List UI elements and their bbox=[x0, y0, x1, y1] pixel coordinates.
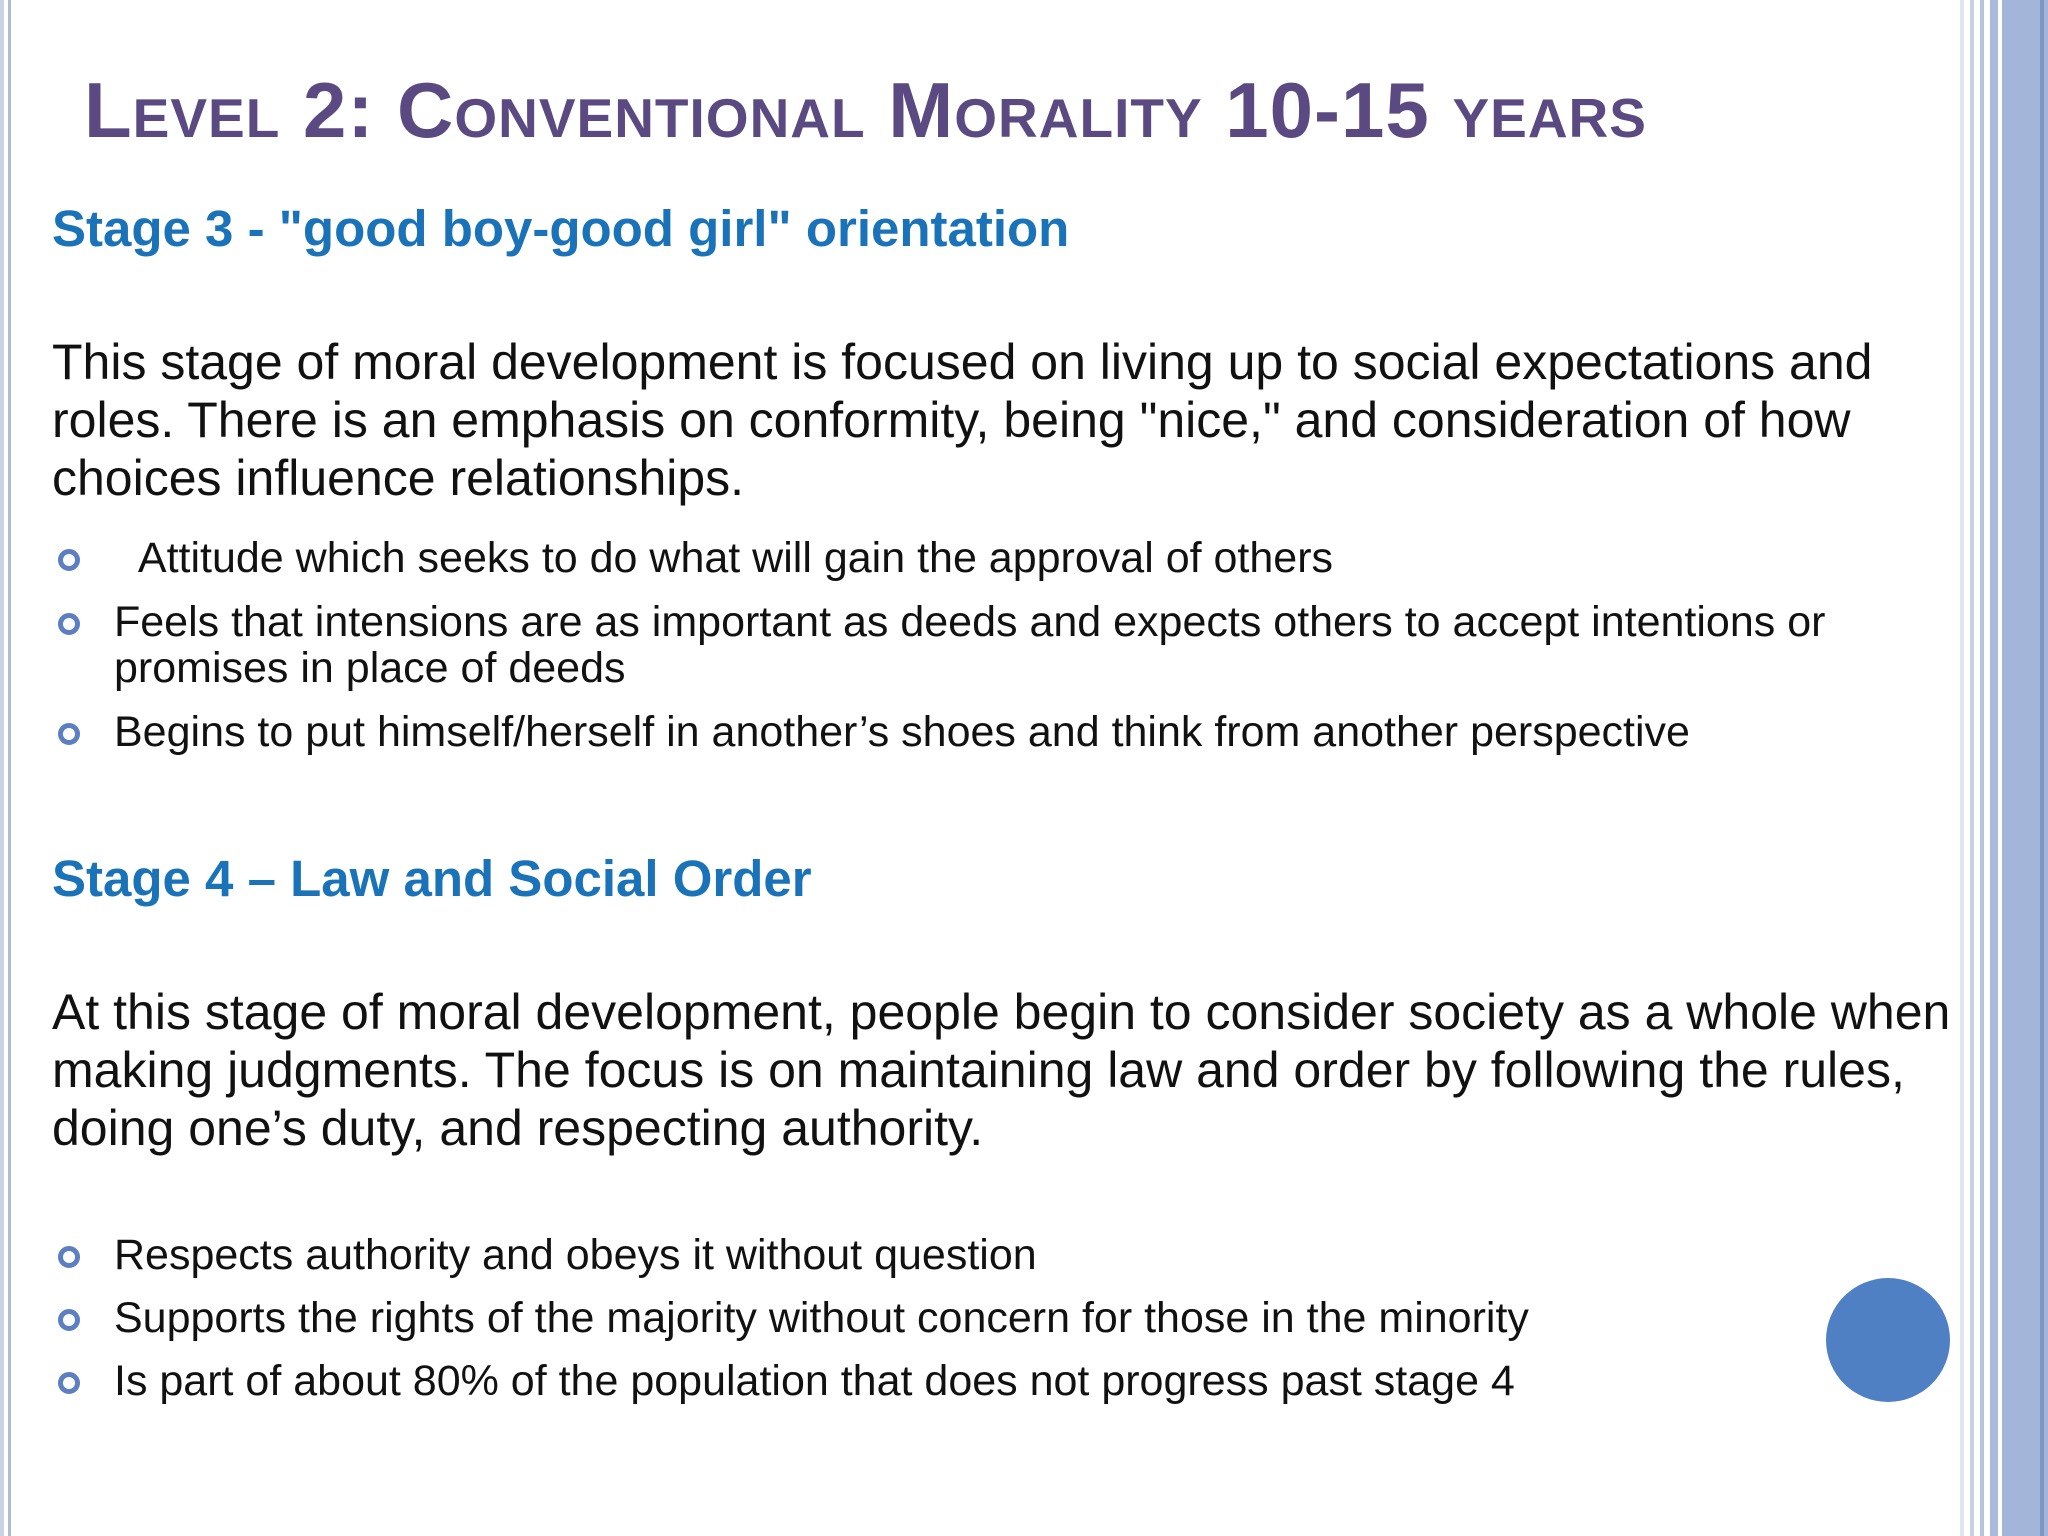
list-item-text: Begins to put himself/herself in another’s shoes and think from another perspective bbox=[114, 708, 1690, 756]
list-item bbox=[52, 535, 1914, 581]
circle-bullet-icon bbox=[58, 1246, 80, 1268]
stage-3-paragraph: This stage of moral development is focused on living up to social expectations and roles. There is an emphasis on conformity, being "nice," and consideration of how choices influence relationships. bbox=[52, 334, 1873, 506]
circle-bullet-icon bbox=[58, 549, 80, 571]
list-item bbox=[52, 1232, 1914, 1278]
circle-bullet-icon bbox=[58, 723, 80, 745]
slide-frame-left bbox=[0, 0, 14, 1536]
stage-4-paragraph: At this stage of moral development, people begin to consider society as a whole when making judgments. The focus is on maintaining law and order by following the rules, doing one’s duty, and respecting authority. bbox=[52, 984, 1951, 1156]
slide-title: Level 2: Conventional Morality 10-15 years bbox=[84, 66, 1647, 154]
list-item bbox=[52, 709, 1994, 755]
list-item bbox=[52, 1295, 1874, 1341]
list-item bbox=[52, 599, 1914, 691]
circle-bullet-icon bbox=[58, 1372, 80, 1394]
list-item bbox=[52, 1358, 1874, 1404]
stage-3-heading: Stage 3 - "good boy-good girl" orientation bbox=[52, 200, 1070, 257]
list-item-text: Respects authority and obeys it without question bbox=[114, 1231, 1037, 1279]
circle-bullet-icon bbox=[58, 1309, 80, 1331]
slide-frame-right-accent bbox=[2040, 0, 2044, 1536]
circle-bullet-icon bbox=[58, 613, 80, 635]
list-item-text: Supports the rights of the majority without concern for those in the minority bbox=[114, 1294, 1529, 1342]
slide-frame-right bbox=[1960, 0, 2048, 1536]
stage-4-heading: Stage 4 – Law and Social Order bbox=[52, 850, 812, 907]
list-item-text: Attitude which seeks to do what will gain the approval of others bbox=[114, 534, 1334, 582]
list-item-text: Is part of about 80% of the population that does not progress past stage 4 bbox=[114, 1357, 1515, 1405]
list-item-text: Feels that intensions are as important as deeds and expects others to accept intentions or promises in place of deeds bbox=[114, 598, 1826, 692]
decorative-circle bbox=[1826, 1278, 1950, 1402]
